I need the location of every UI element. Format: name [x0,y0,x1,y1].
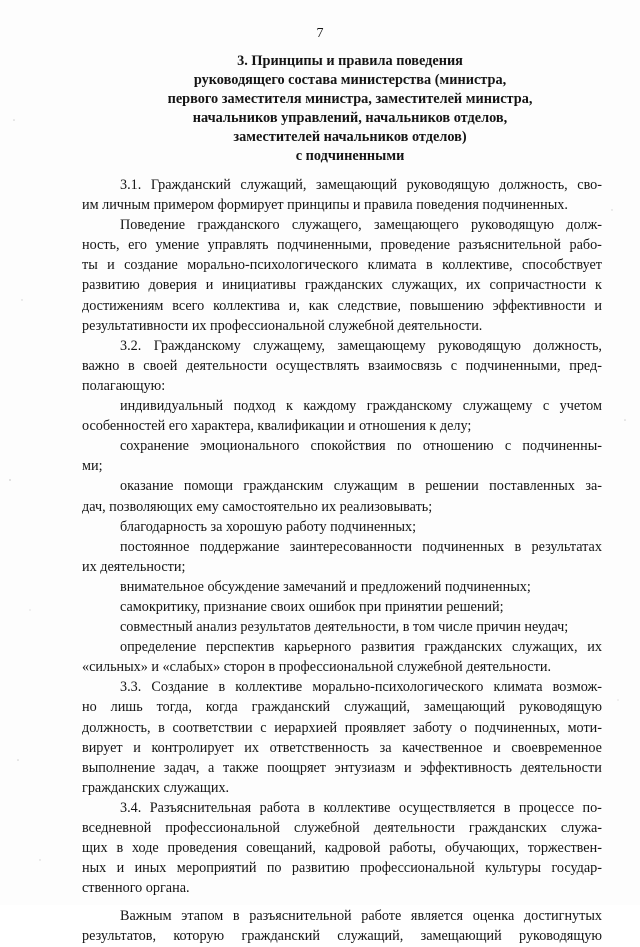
text-line: полагающую: [82,377,166,394]
text-line [82,926,602,946]
word: процессе [518,799,575,816]
word: вирует [82,739,123,756]
word: служа- [560,820,602,836]
word: результатах [531,538,602,555]
word: развитию [82,277,140,294]
word: ответственность [269,739,370,756]
word: и [133,739,141,756]
word: должность, [499,177,568,193]
word: результатов, [82,928,157,945]
word: служащих, [512,639,578,656]
word: проявляет [344,719,406,736]
word: должность, [533,337,602,354]
word: работе [361,908,402,925]
word: энтузиазм [334,759,396,776]
word: иных [134,860,167,877]
word: государ- [551,860,602,877]
word: Гражданский [150,177,231,193]
word: качественное [402,739,483,756]
word: служащий, [344,699,411,716]
word: определение [120,639,197,656]
text-line [82,255,602,275]
word: замещающий [316,177,398,193]
text-line: ми; [82,458,103,475]
word: служащий, [240,177,307,193]
word: вседневной [82,820,152,836]
word: торжествен- [527,840,602,857]
word: коллектива [213,297,280,314]
word: в [503,799,511,816]
word: и, [288,297,300,314]
word: в [514,538,522,555]
word: за- [585,478,602,495]
word: рабо- [569,237,602,254]
text-line [82,697,602,717]
word: в [232,908,240,925]
heading-line: руководящего состава министерства (министра, [193,72,507,88]
word: эмоционального [200,438,300,455]
word: карьерного [284,639,352,656]
word: спокойствия [310,438,386,455]
word: их [465,277,481,294]
text-line: ственного органа. [82,880,190,897]
word: коллективе [235,679,303,696]
word: Поведение [120,217,186,234]
word: является [410,908,464,925]
word: подчиненных [422,538,505,555]
word: достижениям [82,297,164,314]
paragraph-gap [82,898,602,906]
word: служебной [294,820,360,836]
text-line [82,738,602,758]
word: гражданскому [366,398,453,415]
text-line: их деятельности; [82,558,186,575]
word: всего [172,297,205,314]
word: по [396,438,412,455]
word: ты [82,257,98,274]
word: 3.2. [120,337,142,354]
word: подчиненными, [465,357,561,374]
word: климата [493,679,543,696]
word: сохранение [120,438,189,455]
word: к [286,398,293,415]
word: гражданских [424,639,503,656]
heading-line: заместителей начальников отделов) [233,129,467,145]
word: создание [124,257,178,274]
word: отношению [422,438,494,455]
text-line: «сильных» и «слабых» сторон в профессиональной служебной деятельности. [82,659,552,676]
word: гражданский [251,699,331,716]
word: по- [582,799,602,816]
word: руководящую [406,177,490,193]
text-line [82,858,602,878]
word: руководящую [519,699,602,716]
word: и [116,860,125,877]
word: перспектив [205,639,275,656]
word: эффективность [420,759,513,776]
word: контролирует [151,739,234,756]
word: в [218,679,226,696]
word: в [158,719,165,736]
word: с [504,438,512,455]
word: в [408,478,415,495]
word: гражданского [197,217,280,234]
heading-line: 3. Принципы и правила поведения [237,53,463,69]
text-line [82,818,602,838]
word: проведения [167,840,238,857]
word: по [266,860,282,877]
text-line [82,356,602,376]
word: помощи [183,478,233,495]
text-line [82,677,602,697]
word: руководящую [438,337,521,354]
word: подчиненны- [522,438,602,455]
word: но [82,699,97,716]
word: замещающий [424,699,506,716]
text-line: особенностей его характера, квалификации и отношения к делу; [82,418,472,435]
word: щих [82,840,108,857]
word: гражданским [243,478,324,495]
text-line: результативности их профессиональной служебной деятельности. [82,317,483,334]
text-line [82,296,602,316]
word: служащему [462,398,533,415]
text-line [82,537,602,557]
word: мероприятий [176,860,257,877]
word: задач, [163,759,200,776]
word: и [205,277,214,294]
word: работа [259,799,300,816]
text-line: благодарность за хорошую работу подчиненных; [120,518,417,535]
word: замещающему [337,337,426,354]
word: повышению [409,297,484,314]
word: руководящую [519,928,602,945]
text-line [82,235,602,255]
text-line [82,838,602,858]
word: к [594,277,602,294]
page-number: 7 [316,26,324,41]
word: совещаний, [246,840,316,857]
word: лишь [110,699,143,716]
word: соответствии [172,719,253,736]
word: развития [360,639,415,656]
word: руководящую [471,217,554,234]
word: моти- [567,719,602,736]
word: коллективе [323,799,391,816]
word: управлять [207,237,269,254]
word: доверия [148,277,197,294]
word: служащего, [291,217,362,234]
word: выполнение [82,759,156,776]
word: способствует [521,257,602,274]
word: и [403,759,412,776]
word: оказание [120,478,174,495]
word: заботу [413,719,453,736]
word: 3.4. [120,799,142,816]
word: его [128,237,147,254]
word: важно [82,357,120,374]
text-line [82,637,602,657]
word: служащему, [253,337,325,354]
word: профессиональной [360,860,475,877]
word: тогда, [156,699,192,716]
text-line [82,906,602,926]
text-line: гражданских служащих. [82,779,230,796]
word: поддержание [199,538,280,555]
word: подход [233,398,276,415]
text-line: совместный анализ результатов деятельности, в том числе причин неудач; [120,619,569,636]
word: должность, [82,719,151,736]
word: проведение [380,237,451,254]
heading-line: начальников управлений, начальников отделов, [192,110,508,126]
section-heading [80,52,620,166]
word: оценка [472,908,515,925]
word: замещающего [373,217,459,234]
word: разъяснительной [249,908,352,925]
word: ходе [131,840,159,857]
word: каждому [303,398,357,415]
word: ность, [82,237,120,254]
word: сопричастности [489,277,587,294]
word: культуры [485,860,542,877]
word: Разъяснительная [149,799,252,816]
word: Гражданскому [153,337,241,354]
word: Создание [151,679,209,696]
text-line [82,476,602,496]
word: деятельности [373,820,455,836]
word: профессиональной [165,820,281,836]
text-line: им личным примером формирует принципы и правила поведения подчиненных. [82,197,568,214]
text-line [82,175,602,195]
word: деятельности [186,357,268,374]
word: обучающих, [444,840,519,857]
word: за [379,739,392,756]
word: подчиненных, [474,719,560,736]
word: в [425,257,433,274]
word: учетом [559,398,602,415]
word: с [450,357,457,374]
word: кадровой [324,840,381,857]
word: разъяснительной [458,237,561,254]
word: индивидуальный [120,398,224,415]
word: иерархией [274,719,338,736]
word: 3.1. [120,177,142,193]
word: эффективности [492,297,586,314]
text-line [82,758,602,778]
word: как [308,297,329,314]
word: замещающий [420,928,502,945]
word: заинтересованности [289,538,412,555]
word: морально-психологического [187,257,359,274]
word: решении [425,478,479,495]
word: с [542,398,550,415]
word: с [260,719,267,736]
word: о [459,719,467,736]
word: сво- [577,177,602,193]
word: и [107,257,115,274]
text-line [82,336,602,356]
word: деятельности [520,759,602,776]
word: и [493,739,501,756]
word: умение [155,237,200,254]
word: которую [173,928,225,945]
word: 3.3. [120,679,142,696]
word: в [308,799,315,816]
word: когда [205,699,238,716]
word: служащим [333,478,398,495]
text-line [82,396,602,416]
word: достигнутых [523,908,602,925]
word: в [116,840,124,857]
word: возмож- [552,679,602,696]
word: поставленных [489,478,575,495]
word: гражданских [468,820,547,836]
word: гражданский [241,928,320,945]
word: морально-психологического [312,679,484,696]
word: также [223,759,259,776]
text-line [82,798,602,818]
text-line [82,275,602,295]
word: климата [367,257,417,274]
word: служащий, [337,928,404,945]
word: гражданских [304,277,383,294]
word: инициативы [222,277,297,294]
word: Важным [120,908,172,925]
word: ных [82,860,107,877]
body-text [82,175,602,947]
word: своей [143,357,178,374]
text-line: самокритику, признание своих ошибок при принятии решений; [120,598,504,615]
heading-line: с подчиненными [295,148,405,164]
text-line [82,215,602,235]
word: коллективе, [442,257,513,274]
word: пред- [569,357,602,374]
word: своевременное [511,739,602,756]
word: развитию [291,860,350,877]
word: и [594,297,602,314]
text-line [82,718,602,738]
word: подчиненными, [277,237,372,254]
word: в [127,357,135,374]
word: а [208,759,215,776]
word: осуществлять [275,357,360,374]
word: работы, [389,840,437,857]
word: их [587,639,602,656]
word: долж- [566,217,602,234]
text-line: внимательное обсуждение замечаний и предложений подчиненных; [120,578,531,595]
word: следствие, [337,297,401,314]
word: взаимосвязь [368,357,443,374]
word: этапом [181,908,224,925]
text-line [82,436,602,456]
word: постоянное [120,538,190,555]
word: служащих, [391,277,458,294]
word: их [244,739,259,756]
heading-line: первого заместителя министра, заместителей министра, [167,91,533,107]
word: поощряет [267,759,326,776]
text-line: дач, позволяющих ему самостоятельно их реализовывать; [82,498,433,515]
word: осуществляется [398,799,496,816]
